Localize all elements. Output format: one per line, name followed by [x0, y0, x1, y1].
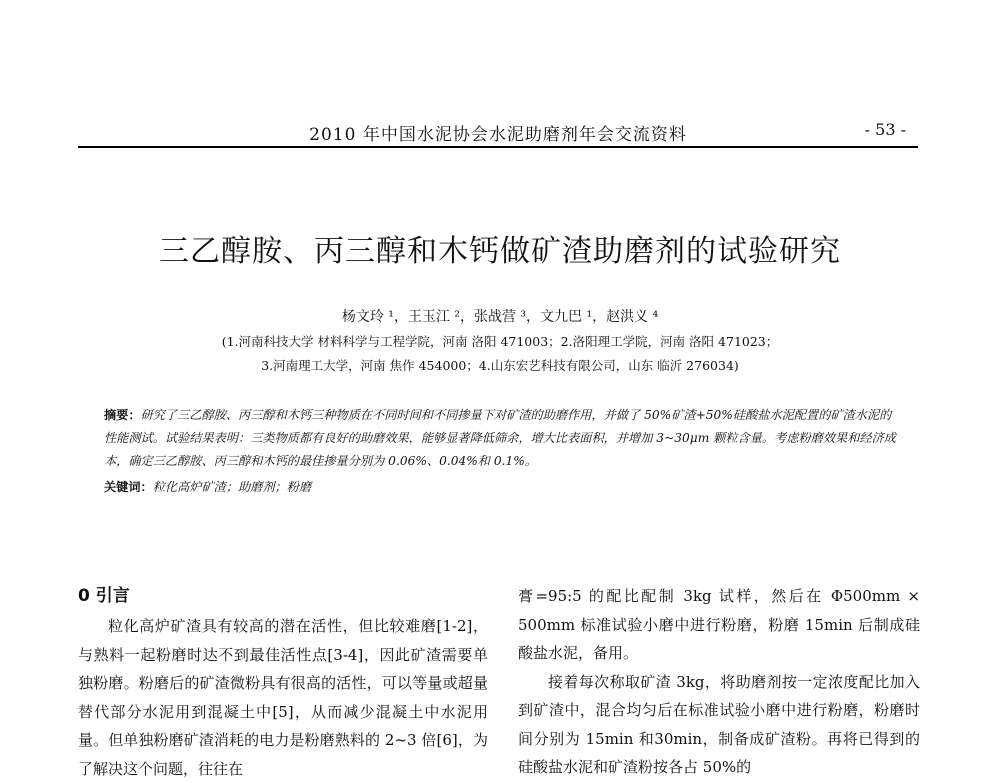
running-header-title: 2010 年中国水泥协会水泥助磨剂年会交流资料 [309, 125, 687, 145]
abstract-label: 摘要： [104, 408, 141, 422]
section-heading-introduction: 0 引言 [78, 586, 130, 606]
running-header [78, 116, 918, 146]
page-number: - 53 - [864, 120, 906, 139]
right-column [518, 582, 920, 782]
keywords-label: 关键词： [104, 480, 153, 494]
affiliation-line-1: (1.河南科技大学 材料科学与工程学院，河南 洛阳 471003；2.洛阳理工学院，河南 洛阳 471023； [221, 334, 779, 349]
method-paragraph-1: 膏=95:5 的配比配制 3kg 试样，然后在 Φ500mm × 500mm 标准试验小磨中进行粉磨，粉磨 15min 后制成硅酸盐水泥，备用。 [518, 587, 920, 662]
left-column [78, 582, 488, 783]
keywords [104, 476, 896, 499]
header-rule [78, 146, 918, 148]
abstract-text: 研究了三乙醇胺、丙三醇和木钙三种物质在不同时间和不同掺量下对矿渣的助磨作用，并做了 50%矿渣+50%硅酸盐水泥配置的矿渣水泥的性能测试。试验结果表明：三类物质都有良好的助磨效果，能够显著降低筛余，增大比表面积，并增加 3~30μm 颗粒含量。考虑粉磨效果和经济成本，确定三乙醇胺、丙三醇和木钙的最佳掺量分别为 0.06%、0.04%和 0.1%。 [104, 408, 896, 468]
affiliation-line-2: 3.河南理工大学，河南 焦作 454000；4.山东宏艺科技有限公司，山东 临沂 276034) [261, 358, 739, 373]
author-list: 杨文玲 ¹，王玉江 ²，张战营 ³，文九巴 ¹，赵洪义 ⁴ [341, 309, 659, 325]
abstract-block [104, 404, 896, 499]
method-paragraph-2: 接着每次称取矿渣 3kg，将助磨剂按一定浓度配比加入到矿渣中，混合均匀后在标准试验小磨中进行粉磨，粉磨时间分别为 15min 和30min，制备成矿渣粉。再将已得到的硅酸盐水泥和矿渣粉按各占 50%的 [518, 672, 920, 776]
abstract [104, 404, 896, 473]
paper-title: 三乙醇胺、丙三醇和木钙做矿渣助磨剂的试验研究 [159, 234, 841, 269]
keywords-text: 粒化高炉矿渣；助磨剂；粉磨 [152, 480, 312, 494]
intro-paragraph: 粒化高炉矿渣具有较高的潜在活性，但比较难磨[1-2]，与熟料一起粉磨时达不到最佳活性点[3-4]，因此矿渣需要单独粉磨。粉磨后的矿渣微粉具有很高的活性，可以等量或超量替代部分水泥用到混凝土中[5]，从而减少混凝土中水泥用量。但单独粉磨矿渣消耗的电力是粉磨熟料的 2~3 倍[6]，为了解决这个问题，往往在 [78, 617, 488, 778]
